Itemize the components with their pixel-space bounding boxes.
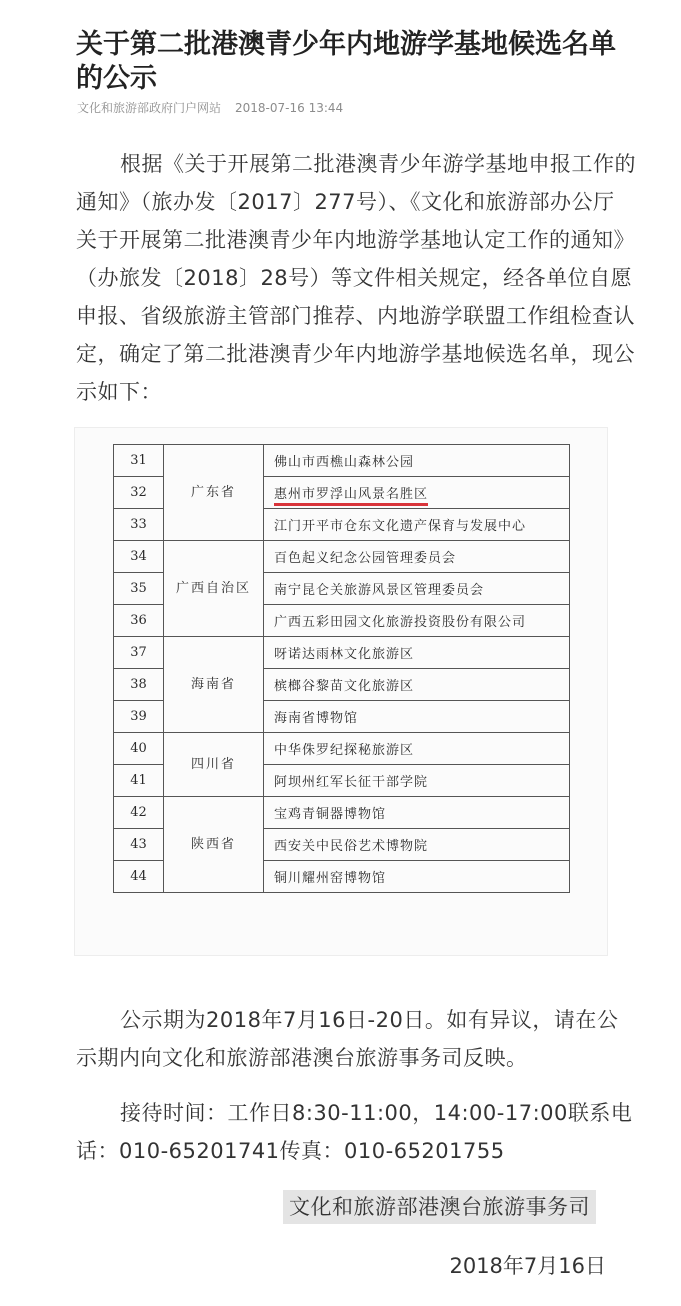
article-meta: [77, 99, 343, 116]
row-number: 33: [114, 509, 164, 541]
base-name: 铜川耀州窑博物馆: [274, 871, 387, 886]
row-number: 41: [114, 765, 164, 797]
table-row: [114, 541, 570, 573]
base-name: 槟榔谷黎苗文化旅游区: [274, 679, 415, 694]
row-number: 36: [114, 605, 164, 637]
row-number: 40: [114, 733, 164, 765]
article-title: 关于第二批港澳青少年内地游学基地候选名单的公示: [76, 29, 616, 94]
base-name: 宝鸡青铜器博物馆: [274, 807, 387, 822]
row-number: 43: [114, 829, 164, 861]
base-name-cell: [264, 541, 570, 573]
row-number: 31: [114, 445, 164, 477]
base-name: 呀诺达雨林文化旅游区: [274, 647, 415, 662]
row-number: 35: [114, 573, 164, 605]
base-name: 阿坝州红军长征干部学院: [274, 775, 429, 790]
base-name: 中华侏罗纪探秘旅游区: [274, 743, 415, 758]
article-source[interactable]: 文化和旅游部政府门户网站: [77, 101, 222, 115]
base-name-cell: [264, 477, 570, 509]
signature-date: 2018年7月16日: [449, 1254, 606, 1278]
row-number: 34: [114, 541, 164, 573]
signature-department: 文化和旅游部港澳台旅游事务司: [283, 1190, 596, 1224]
base-name-cell: [264, 797, 570, 829]
base-name: 佛山市西樵山森林公园: [274, 455, 415, 470]
base-name-cell: [264, 605, 570, 637]
base-name-cell: [264, 861, 570, 893]
base-name: 海南省博物馆: [274, 711, 359, 726]
article-datetime: 2018-07-16 13:44: [235, 101, 344, 115]
base-name-cell: [264, 445, 570, 477]
province-cell: 广西自治区: [164, 541, 264, 637]
base-name: 百色起义纪念公园管理委员会: [274, 551, 457, 566]
province-cell: 陕西省: [164, 797, 264, 893]
scanned-table-image: [74, 427, 608, 956]
row-number: 42: [114, 797, 164, 829]
base-name: 西安关中民俗艺术博物院: [274, 839, 429, 854]
row-number: 44: [114, 861, 164, 893]
base-name-cell: [264, 669, 570, 701]
row-number: 32: [114, 477, 164, 509]
row-number: 38: [114, 669, 164, 701]
contact-paragraph: 接待时间：工作日8:30-11:00，14:00-17:00联系电话：010-65201741传真：010-65201755: [76, 1101, 633, 1163]
province-cell: 广东省: [164, 445, 264, 541]
row-number: 37: [114, 637, 164, 669]
base-name-cell: [264, 701, 570, 733]
row-number: 39: [114, 701, 164, 733]
base-name-cell: [264, 637, 570, 669]
base-name-cell: [264, 573, 570, 605]
province-cell: 海南省: [164, 637, 264, 733]
base-name-cell: [264, 509, 570, 541]
notice-period-paragraph: 公示期为2018年7月16日-20日。如有异议，请在公示期内向文化和旅游部港澳台旅游事务司反映。: [76, 1008, 619, 1070]
province-cell: 四川省: [164, 733, 264, 797]
base-name: 南宁昆仑关旅游风景区管理委员会: [274, 583, 485, 598]
base-name: 广西五彩田园文化旅游投资股份有限公司: [274, 615, 527, 630]
highlighted-base-name: 惠州市罗浮山风景名胜区: [274, 487, 428, 506]
base-name-cell: [264, 765, 570, 797]
table-row: [114, 445, 570, 477]
base-name: 江门开平市仓东文化遗产保育与发展中心: [274, 519, 527, 534]
intro-paragraph: 根据《关于开展第二批港澳青少年游学基地申报工作的通知》（旅办发〔2017〕277号）、《文化和旅游部办公厅关于开展第二批港澳青少年内地游学基地认定工作的通知》（办旅发〔2018〕28号）等文件相关规定，经各单位自愿申报、省级旅游主管部门推荐、内地游学联盟工作组检查认定，确定了第二批港澳青少年内地游学基地候选名单，现公示如下：: [76, 152, 636, 404]
candidate-list-table: [113, 444, 570, 893]
table-row: [114, 637, 570, 669]
table-row: [114, 733, 570, 765]
base-name-cell: [264, 829, 570, 861]
table-row: [114, 797, 570, 829]
base-name-cell: [264, 733, 570, 765]
